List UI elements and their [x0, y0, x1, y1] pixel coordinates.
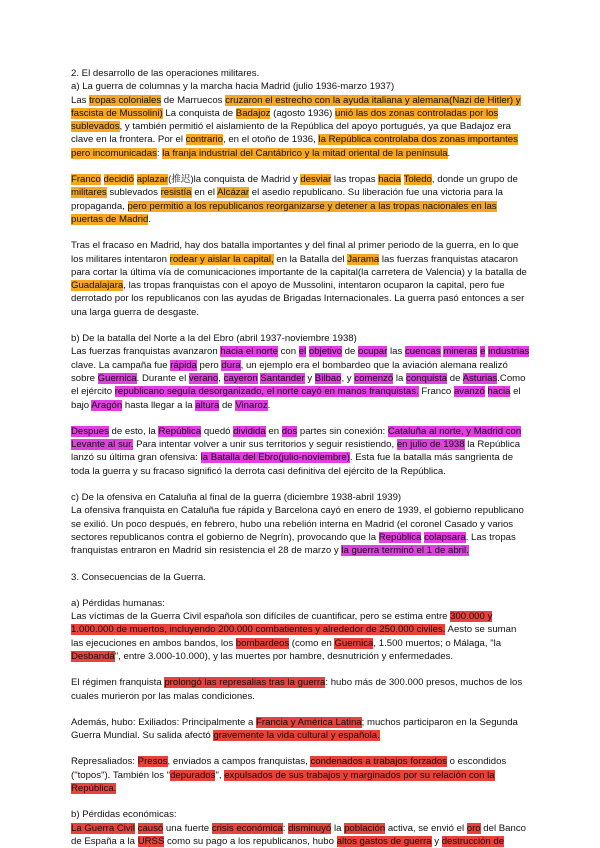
body-text: : — [282, 822, 289, 834]
highlighted-text: República — [158, 425, 202, 437]
document-body — [71, 67, 531, 848]
highlighted-text: e — [480, 346, 486, 358]
body-text: y — [431, 835, 442, 847]
highlighted-text: mineras — [443, 346, 478, 358]
body-text: como su pago a los republicanos, hubo — [164, 835, 337, 847]
highlighted-text: depurados — [170, 769, 216, 781]
body-text: Las fuerzas franquistas avanzaron — [71, 346, 221, 358]
highlighted-text: cuencas — [404, 346, 441, 358]
body-text: , y también permitió el aislamiento de la República del apoyo portugués, ya que Badajoz era clave en la frontera. Por el — [71, 121, 511, 146]
highlighted-text: militares — [71, 187, 107, 199]
body-text: La ofensiva franquista en Cataluña fue rápida y Barcelona cayó en enero de 1939, el gobierno republicano se exilió. Un poco después, en febrero, hubo una rebelión interna en Madrid (el coronel Casado y varios sectores republicanos contra el gobierno de Negrín), provocando que la — [71, 505, 524, 543]
body-text: ; muchos participaron en la Segunda Guerra Mundial. Su salida afectó — [71, 716, 518, 742]
body-text: la — [393, 372, 407, 384]
paragraph-9 — [71, 716, 531, 743]
body-text: partes sin conexión: — [297, 425, 388, 437]
paragraph-10 — [71, 755, 531, 795]
body-text: Tras el fracaso en Madrid, hay dos batalla importantes y del final al primer periodo de la guerra, en lo que los militares intentaron — [71, 240, 519, 265]
body-text: .Como el ejército — [71, 372, 526, 398]
highlighted-text: Toledo — [403, 174, 432, 186]
highlighted-text: La Guerra Civil — [71, 822, 135, 834]
body-text: con — [277, 346, 299, 358]
paragraph-6 — [71, 504, 531, 557]
highlighted-text: avanzó — [453, 386, 485, 398]
body-text: quedó — [201, 425, 234, 437]
highlighted-text: la guerra terminó el 1 de abril. — [341, 545, 469, 557]
body-text: la — [331, 822, 345, 834]
highlighted-text: dividida — [233, 425, 266, 437]
highlighted-text: condenados a trabajos forzados — [310, 756, 447, 768]
body-text: el asedio republicano. Su liberación fue una victoria para la propaganda, — [71, 187, 504, 212]
body-text: ", entre 3.000-10.000), y las muertes por hambre, desnutrición y enfermedades. — [114, 650, 454, 662]
highlighted-text: hacia el norte — [220, 346, 278, 358]
paragraph-1 — [71, 94, 531, 160]
highlighted-text: URSS — [137, 835, 165, 847]
body-text: de Marruecos — [161, 94, 226, 106]
body-text: hasta llegar a la — [122, 399, 196, 411]
body-text: en — [265, 425, 282, 437]
highlighted-text: hacia — [487, 386, 511, 398]
highlighted-text: desviar — [300, 174, 332, 186]
body-text: , y — [341, 372, 355, 384]
body-text: activa, se envió el — [385, 822, 467, 834]
body-text: Represaliados: — [71, 756, 138, 768]
body-text: . Esta fue la batalla más sangrienta de toda la guerra y su fracaso significó la derrota casi definitiva del ejército de la República. — [71, 452, 514, 477]
highlighted-text: disminuyó — [288, 822, 332, 834]
body-text: clave. La campaña fue — [71, 359, 171, 371]
highlighted-text: aplazar — [136, 174, 169, 186]
section-3-title: 3. Consecuencias de la Guerra. — [71, 571, 206, 583]
highlighted-text: expulsados de sus trabajos y marginados por su relación con la República. — [71, 769, 495, 795]
highlighted-text: República — [378, 531, 422, 543]
highlighted-text: tropas coloniales — [89, 94, 162, 106]
highlighted-text: rápida — [170, 359, 197, 371]
body-text: . — [447, 147, 451, 159]
paragraph-4 — [71, 345, 531, 411]
body-text: (推迟)la conquista de Madrid y — [168, 174, 301, 186]
highlighted-text: causó — [137, 822, 164, 834]
body-text: Franco — [418, 386, 454, 398]
highlighted-text: cruzaron el estrecho con la ayuda italiana y alemana(Nazi de Hitler) y fascista de Mussolini) — [71, 94, 521, 119]
highlighted-text: cayeron — [223, 372, 258, 384]
highlighted-text: gravemente la vida cultural y española. — [213, 730, 380, 742]
body-text: : hubo más de 300.000 presos, muchos de los cuales murieron por las malas condiciones. — [71, 677, 523, 702]
highlighted-text: el — [298, 346, 307, 358]
highlighted-text: hacia — [378, 174, 402, 186]
highlighted-text: Despues — [71, 425, 109, 437]
highlighted-text: crisis económica — [211, 822, 283, 834]
highlighted-text: conquista — [406, 372, 448, 384]
highlighted-text: Jarama — [347, 253, 380, 265]
highlighted-text: Guadalajara — [71, 280, 124, 292]
body-text: las tropas — [331, 174, 379, 186]
highlighted-text: Guernica — [97, 372, 137, 384]
body-text: o escondidos ("topos"). También los " — [71, 756, 507, 781]
highlighted-text: bombardeos — [235, 637, 290, 649]
paragraph-7 — [71, 610, 531, 663]
highlighted-text: rodear y aislar la capital, — [169, 253, 274, 265]
highlighted-text: Guernica — [334, 637, 374, 649]
body-text: ", — [215, 769, 225, 781]
highlighted-text: en julio de 1938 — [396, 439, 465, 451]
section-3b-title: b) Pérdidas económicas: — [71, 809, 177, 821]
body-text: . — [267, 399, 271, 411]
body-text: , — [218, 372, 224, 384]
highlighted-text: destrucción de — [441, 835, 505, 847]
highlighted-text: ocupar — [357, 346, 388, 358]
body-text: El régimen franquista — [71, 677, 165, 689]
highlighted-text: decidió — [103, 174, 134, 186]
highlighted-text: colapsara — [424, 531, 466, 543]
body-text: pero — [196, 359, 222, 371]
body-text: las fuerzas franquistas atacaron para cortar la última vía de comunicaciones importante de la capital(la carretera de Valencia) y la batalla de — [71, 253, 527, 278]
body-text: , 1.500 muertos; o Málaga, "la — [373, 637, 502, 649]
section-2-title: 2. El desarrollo de las operaciones militares. — [71, 68, 260, 79]
highlighted-text: Bilbao — [314, 372, 342, 384]
highlighted-text: Asturias — [462, 372, 498, 384]
highlighted-text: altos gastos de guerra — [336, 835, 432, 847]
highlighted-text: Cataluña al norte, y Madrid con Levante al sur. — [71, 425, 522, 451]
body-text: de esto, la — [108, 425, 159, 437]
body-text: (agosto 1936) — [270, 107, 336, 119]
highlighted-text: dura — [221, 359, 241, 371]
highlighted-text: 300.000 y 1.000.000 de muertos, incluyendo 200.000 combatientes y alrededor de 250.000 civiles. — [71, 611, 493, 636]
paragraph-11 — [71, 822, 531, 848]
highlighted-text: republicano seguía desorganizado, el norte cayó en manos franquistas. — [114, 386, 419, 398]
highlighted-text: la República controlaba dos zonas importantes pero incomunicadas — [71, 134, 518, 159]
body-text: una fuerte — [163, 822, 212, 834]
paragraph-5 — [71, 425, 531, 478]
body-text: Además, hubo: Exiliados: Principalmente a — [71, 716, 257, 728]
highlighted-text: verano — [188, 372, 219, 384]
body-text: sublevados — [106, 187, 161, 199]
body-text: Las — [71, 94, 90, 106]
highlighted-text: Badajoz — [235, 107, 271, 119]
body-text: (como en — [289, 637, 335, 649]
highlighted-text: la franja industrial del Cantábrico y la mitad oriental de la península — [162, 147, 448, 159]
body-text: . — [148, 213, 151, 225]
highlighted-text: Francia y América Latina — [256, 716, 362, 728]
body-text: las — [387, 346, 405, 358]
highlighted-text: Franco — [71, 174, 101, 186]
highlighted-text: altura — [195, 399, 220, 411]
highlighted-text: Aragón — [91, 399, 123, 411]
body-text: , las tropas franquistas con el apoyo de Mussolini, intentaron ocuparon la capital, pero fue derrotado por los republicanos con las ayudas de Brigadas Internacionales. La guerra pasó entonces a ser una larga guerra de desgaste. — [71, 280, 525, 318]
body-text: : — [156, 147, 163, 159]
highlighted-text: resistía — [160, 187, 192, 199]
body-text: , un ejemplo era el bombardeo que la aviación alemana realizó sobre — [71, 359, 508, 384]
highlighted-text: objetivo — [308, 346, 342, 358]
section-3a-title: a) Pérdidas humanas: — [71, 597, 165, 609]
highlighted-text: pero permitió a los republicanos reorganizarse y detener a las tropas nacionales en las puertas de Madrid — [71, 200, 497, 225]
body-text: del Banco de España a la — [71, 822, 526, 847]
body-text: Las víctimas de la Guerra Civil española son difíciles de cuantificar, pero se estima entre — [71, 611, 451, 623]
highlighted-text: unió las dos zonas controladas por los sublevados — [71, 107, 499, 133]
section-b-title: b) De la batalla del Norte a la del Ebro (abril 1937-noviembre 1938) — [71, 333, 357, 345]
body-text: el bajo — [71, 386, 521, 411]
highlighted-text: Presos — [137, 756, 168, 768]
highlighted-text: contrario — [185, 134, 223, 146]
body-text: La conquista de — [162, 107, 236, 119]
paragraph-2 — [71, 173, 531, 226]
body-text: , enviados a campos franquistas, — [167, 756, 311, 768]
highlighted-text: Desbandá — [71, 650, 115, 662]
body-text: . Durante el — [136, 372, 189, 384]
highlighted-text: oro — [466, 822, 481, 834]
paragraph-8 — [71, 676, 531, 703]
body-text: en el — [191, 187, 218, 199]
body-text: Para intentar volver a unir sus territorios y seguir resistiendo, — [133, 439, 397, 451]
body-text: de — [341, 346, 358, 358]
paragraph-3 — [71, 239, 531, 319]
highlighted-text: prolongó las represalias tras la guerra — [164, 677, 326, 689]
highlighted-text: la Batalla del Ebro(julio-noviembre) — [200, 452, 350, 464]
highlighted-text: Vinaroz — [235, 399, 268, 411]
highlighted-text: Santander — [260, 372, 305, 384]
body-text: en la Batalla del — [273, 253, 348, 265]
body-text: . Las tropas franquistas entraron en Madrid sin resistencia el 28 de marzo y — [71, 531, 516, 557]
body-text: de — [219, 399, 236, 411]
highlighted-text: dos — [281, 425, 298, 437]
highlighted-text: Alcázar — [217, 187, 250, 199]
section-a-title: a) La guerra de columnas y la marcha hacia Madrid (julio 1936-marzo 1937) — [71, 81, 395, 93]
highlighted-text: población — [344, 822, 386, 834]
section-c-title: c) De la ofensiva en Cataluña al final de la guerra (diciembre 1938-abril 1939) — [71, 492, 402, 504]
body-text: , donde un grupo de — [431, 174, 518, 186]
highlighted-text: comenzó — [354, 372, 394, 384]
body-text: la República lanzó su última gran ofensiva: — [71, 439, 521, 464]
highlighted-text: industrias — [488, 346, 530, 358]
body-text: , en el otoño de 1936, — [222, 134, 319, 146]
body-text: de — [447, 372, 463, 384]
body-text: Aesto se suman las ejecuciones en ambos bandos, los — [71, 624, 517, 649]
body-text: y — [304, 372, 315, 384]
